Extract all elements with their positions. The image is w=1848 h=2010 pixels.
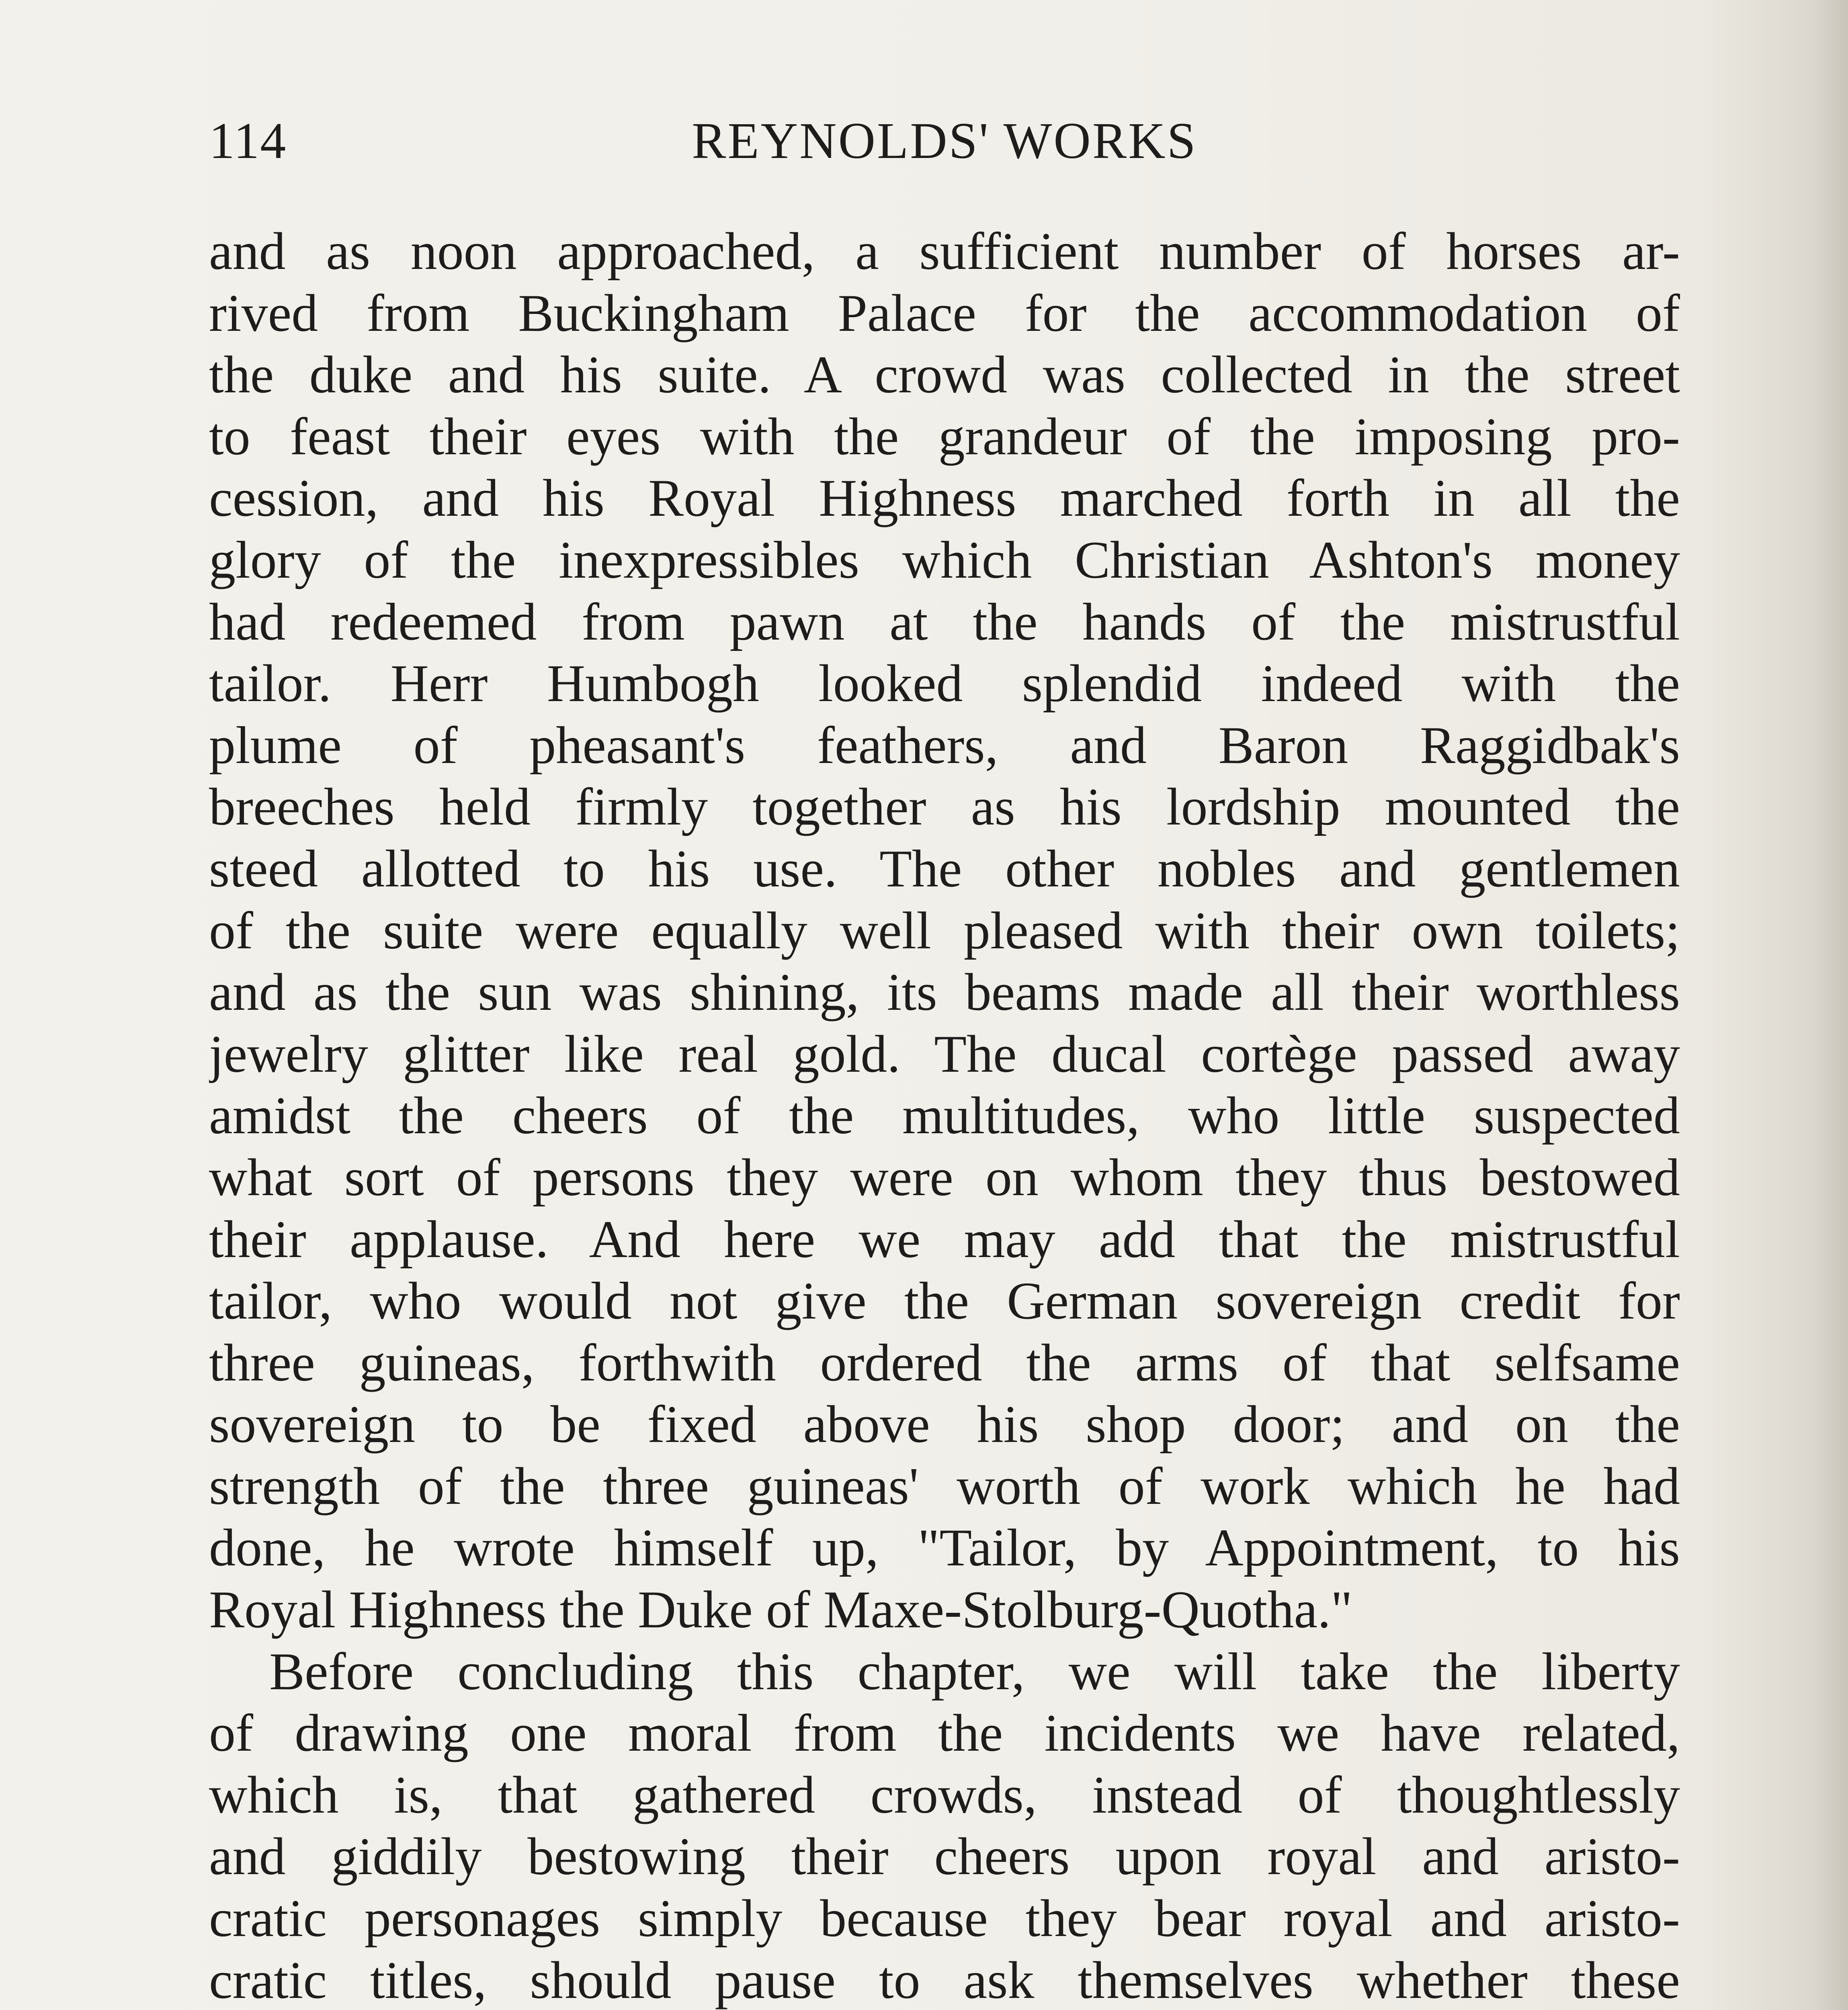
text-line: and giddily bestowing their cheers upon royal and aristo-	[209, 1827, 1680, 1886]
page-header	[209, 109, 1680, 173]
running-title: REYNOLDS' WORKS	[692, 112, 1197, 169]
text-line: tailor. Herr Humbogh looked splendid indeed with the	[209, 654, 1680, 713]
text-line: amidst the cheers of the multitudes, who little suspected	[209, 1086, 1680, 1145]
text-line: steed allotted to his use. The other nobles and gentlemen	[209, 839, 1680, 898]
text-line: tailor, who would not give the German sovereign credit for	[209, 1271, 1680, 1331]
text-line: strength of the three guineas' worth of work which he had	[209, 1456, 1680, 1516]
text-line: what sort of persons they were on whom they thus bestowed	[209, 1147, 1680, 1207]
text-line: of drawing one moral from the incidents we have related,	[209, 1703, 1680, 1763]
text-line: glory of the inexpressibles which Christian Ashton's money	[209, 530, 1680, 589]
text-line: three guineas, forthwith ordered the arms of that selfsame	[209, 1333, 1680, 1392]
text-line: of the suite were equally well pleased with their own toilets;	[209, 900, 1680, 960]
text-line: which is, that gathered crowds, instead of thoughtlessly	[209, 1765, 1680, 1824]
page-number: 114	[209, 112, 287, 169]
text-line: plume of pheasant's feathers, and Baron Raggidbak's	[209, 715, 1680, 775]
text-line: cratic titles, should pause to ask themselves whether these	[209, 1950, 1680, 2010]
text-line: sovereign to be fixed above his shop door; and on the	[209, 1395, 1680, 1454]
body-text	[209, 220, 1680, 2010]
text-line: their applause. And here we may add that the mistrustful	[209, 1209, 1680, 1269]
text-line: Before concluding this chapter, we will take the liberty	[269, 1641, 1680, 1701]
text-line: cratic personages simply because they bear royal and aristo-	[209, 1889, 1680, 1948]
text-line: and as noon approached, a sufficient number of horses ar-	[209, 222, 1680, 281]
text-line: cession, and his Royal Highness marched forth in all the	[209, 468, 1680, 528]
text-line: the duke and his suite. A crowd was collected in the street	[209, 345, 1680, 404]
text-line: Royal Highness the Duke of Maxe-Stolburg-Quotha."	[209, 1580, 1353, 1639]
text-line: and as the sun was shining, its beams made all their worthless	[209, 962, 1680, 1022]
text-line: had redeemed from pawn at the hands of the mistrustful	[209, 592, 1680, 651]
text-line: breeches held firmly together as his lordship mounted the	[209, 777, 1680, 837]
text-line: jewelry glitter like real gold. The ducal cortège passed away	[209, 1024, 1680, 1083]
text-line: rived from Buckingham Palace for the accommodation of	[209, 283, 1680, 343]
text-line: done, he wrote himself up, "Tailor, by Appointment, to his	[209, 1518, 1680, 1577]
text-line: to feast their eyes with the grandeur of the imposing pro-	[209, 406, 1680, 466]
